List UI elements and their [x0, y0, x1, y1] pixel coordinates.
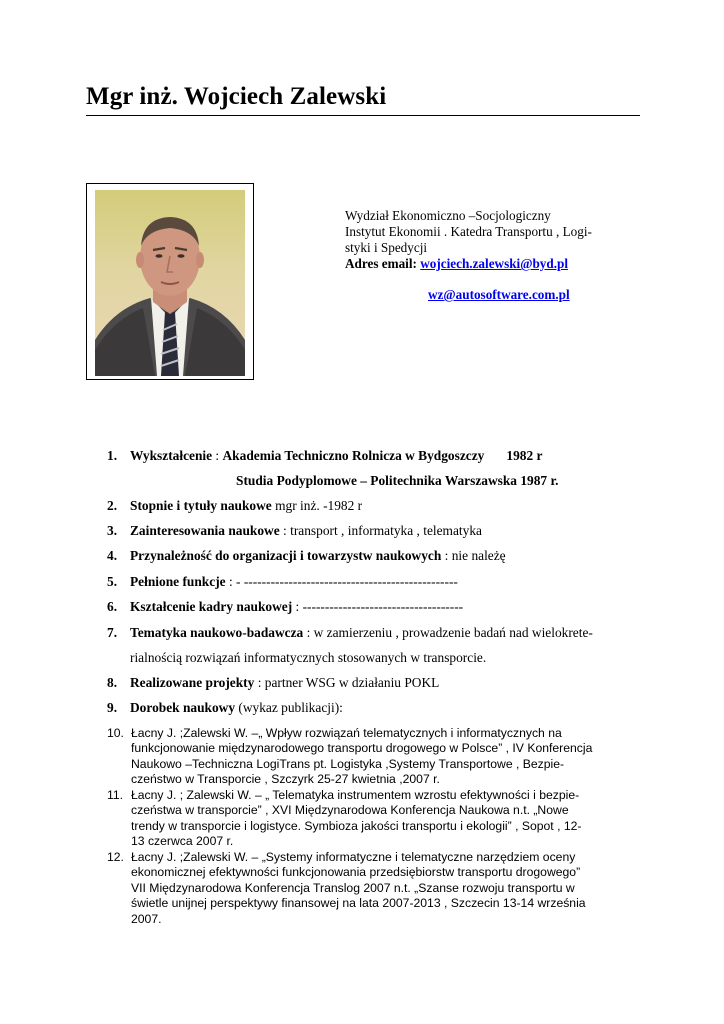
publication-text [131, 726, 647, 788]
item-label: Zainteresowania naukowe [130, 523, 280, 538]
item-label: Dorobek naukowy [130, 700, 236, 715]
list-item-education-cont [236, 473, 559, 489]
item-value: (wykaz publikacji): [238, 700, 343, 715]
item-number: 2. [107, 498, 118, 513]
publication-line: Łacny J. ; Zalewski W. – „ Telematyka instrumentem wzrostu efektywności i bezpie- [131, 788, 580, 802]
email-link-secondary[interactable]: wz@autosoftware.com.pl [428, 287, 570, 302]
publication-line: czeństwo w Transporcie , Szczyrk 25-27 kwietnia ,2007 r. [131, 772, 440, 787]
publication-text [131, 788, 647, 850]
publication-line: VII Międzynarodowa Konferencja Translog 2007 n.t. „Szanse rozwoju transportu w [131, 880, 575, 895]
item-value: Studia Podyplomowe – Politechnika Warszawska 1987 r. [236, 473, 559, 488]
portrait-frame [86, 183, 254, 380]
item-value: - ------------------------------------------------ [236, 574, 458, 589]
email-label: Adres email: [345, 256, 417, 271]
item-value: Akademia Techniczno Rolnicza w Bydgoszczy [222, 448, 485, 463]
email-row-secondary [428, 287, 570, 303]
publication-line: czeństwa w transporcie” , XVI Międzynarodowa Konferencja Naukowa n.t. „Nowe [131, 803, 569, 818]
list-item-publications [107, 700, 343, 716]
item-number: 3. [107, 523, 118, 538]
item-label: Tematyka naukowo-badawcza [130, 625, 304, 640]
portrait-illustration [95, 190, 245, 376]
department-line: Wydział Ekonomiczno –Socjologiczny [345, 208, 551, 223]
item-value: transport , informatyka , telematyka [290, 523, 482, 538]
item-number: 1. [107, 448, 118, 463]
item-number: 4. [107, 548, 118, 563]
publication-number: 11. [107, 788, 124, 802]
item-value: rialnością rozwiązań informatycznych stosowanych w transporcie. [130, 650, 487, 665]
list-item-education [107, 448, 542, 464]
item-separator: : [441, 548, 452, 563]
item-number: 9. [107, 700, 118, 715]
publication-number: 12. [107, 850, 124, 864]
publication-text [131, 850, 647, 927]
publication-line: Naukowo –Techniczna LogiTrans pt. Logistyka ,Systemy Transportowe , Bezpie- [131, 756, 565, 771]
publication-line: 2007. [131, 911, 162, 926]
item-separator: : [212, 448, 223, 463]
publication-line: Łacny J. ;Zalewski W. –„ Wpływ rozwiązań telematycznych i informatycznych na [131, 726, 562, 740]
list-item-degrees [107, 498, 362, 514]
publication-item [107, 850, 647, 927]
portrait-photo [95, 190, 245, 376]
item-label: Stopnie i tytuły naukowe [130, 498, 272, 513]
item-number: 8. [107, 675, 118, 690]
item-year: 1982 r [506, 448, 543, 463]
item-value: mgr inż. -1982 r [275, 498, 363, 513]
item-number: 7. [107, 625, 118, 640]
item-label: Wykształcenie [130, 448, 213, 463]
item-value: w zamierzeniu , prowadzenie badań nad wielokrete- [313, 625, 593, 640]
item-label: Kształcenie kadry naukowej [130, 599, 293, 614]
email-link-primary[interactable]: wojciech.zalewski@byd.pl [420, 256, 569, 271]
list-item-membership [107, 548, 506, 564]
item-separator: : [254, 675, 265, 690]
publication-number: 10. [107, 726, 124, 740]
list-item-staff-training [107, 599, 463, 615]
item-value: nie należę [451, 548, 506, 563]
publication-line: funkcjonowanie międzynarodowego transportu drogowego w Polsce” , IV Konferencja [131, 741, 593, 756]
item-separator: : [303, 625, 314, 640]
list-item-functions [107, 574, 458, 590]
item-label: Realizowane projekty [130, 675, 255, 690]
publication-item [107, 788, 647, 850]
item-value: partner WSG w działaniu POKL [264, 675, 440, 690]
publication-item [107, 726, 647, 788]
list-item-interests [107, 523, 482, 539]
title-divider [86, 115, 640, 116]
list-item-research-topics [107, 625, 593, 641]
affiliation-block [345, 208, 635, 272]
item-value: ------------------------------------ [302, 599, 464, 614]
publication-line: świetle unijnej perspektywy finansowej na lata 2007-2013 , Szczecin 13-14 września [131, 896, 586, 911]
publication-line: 13 czerwca 2007 r. [131, 834, 234, 849]
publication-line: trendy w transporcie i logistyce. Symbioza jakości transportu i ekologii” , Sopot , 12- [131, 818, 582, 833]
institute-line-cont: styki i Spedycji [345, 240, 428, 255]
item-label: Pełnione funkcje [130, 574, 226, 589]
email-row [345, 256, 635, 272]
publication-line: Łacny J. ;Zalewski W. – „Systemy informatyczne i telematyczne narzędziem oceny [131, 850, 576, 864]
item-label: Przynależność do organizacji i towarzystw naukowych [130, 548, 442, 563]
page-title: Mgr inż. Wojciech Zalewski [86, 83, 387, 110]
item-number: 5. [107, 574, 118, 589]
item-separator: : [279, 523, 291, 538]
list-item-research-topics-cont [130, 650, 486, 666]
item-separator: : [225, 574, 237, 589]
publication-line: ekonomicznej efektywności funkcjonowania przedsiębiorstw transportu drogowego” [131, 865, 581, 880]
list-item-projects [107, 675, 439, 691]
item-number: 6. [107, 599, 118, 614]
item-separator: : [292, 599, 303, 614]
institute-line: Instytut Ekonomii . Katedra Transportu , Logi- [345, 224, 592, 239]
